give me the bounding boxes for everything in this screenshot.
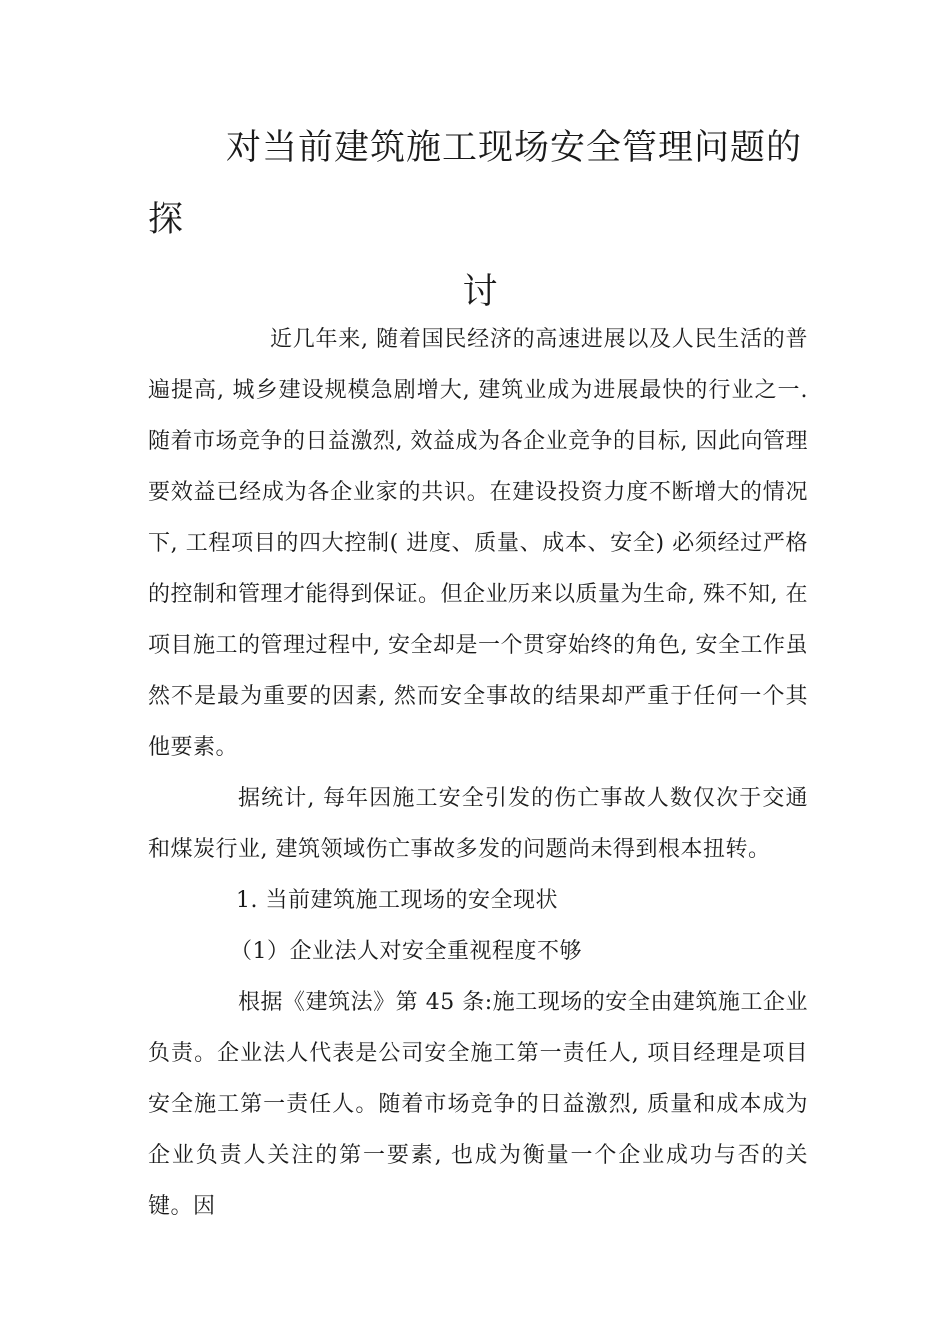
paragraph-intro: 近几年来, 随着国民经济的高速进展以及人民生活的普遍提高, 城乡建设规模急剧增大, 建筑业成为进展最快的行业之一.随着市场竞争的日益激烈, 效益成为各企业竞争的目标, 因此向管理要效益已经成为各企业家的共识。在建设投资力度不断增大的情况下, 工程项目的四大控制( 进度、质量、成本、安全) 必须经过严格的控制和管理才能得到保证。但企业历来以质量为生命, 殊不知, 在项目施工的管理过程中, 安全却是一个贯穿始终的角色, 安全工作虽然不是最为重要的因素, 然而安全事故的结果却严重于任何一个其他要素。 xyxy=(148,327,808,760)
subsection-heading: （1）企业法人对安全重视程度不够 xyxy=(230,939,582,964)
paragraph-statistics: 据统计, 每年因施工安全引发的伤亡事故人数仅次于交通和煤炭行业, 建筑领域伤亡事故多发的问题尚未得到根本扭转。 xyxy=(148,786,808,862)
document-body xyxy=(148,314,808,1232)
paragraph-law: 根据《建筑法》第 45 条:施工现场的安全由建筑施工企业负责。企业法人代表是公司安全施工第一责任人, 项目经理是项目安全施工第一责任人。随着市场竞争的日益激烈, 质量和成本成为企业负责人关注的第一要素, 也成为衡量一个企业成功与否的关键。因 xyxy=(148,990,808,1219)
title-line-1: 对当前建筑施工现场安全管理问题的探 xyxy=(148,128,803,240)
section-heading: 1. 当前建筑施工现场的安全现状 xyxy=(236,888,558,913)
document-title xyxy=(148,112,813,328)
title-line-2: 讨 xyxy=(462,272,499,312)
